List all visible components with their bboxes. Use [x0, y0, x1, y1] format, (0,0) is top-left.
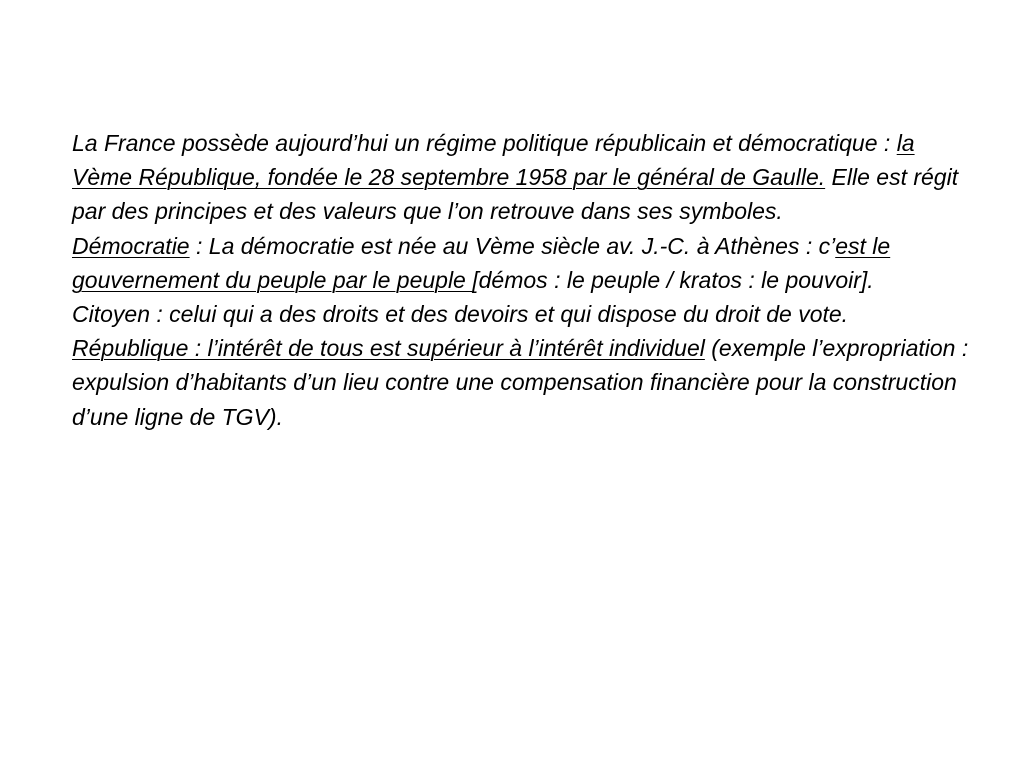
democratie-paragraph [72, 229, 972, 297]
democratie-underlined: est le gouvernement du peuple par le peuple [72, 232, 891, 293]
intro-tail: Elle est régit par des principes et des valeurs que l’on retrouve dans ses symboles. [72, 164, 959, 225]
intro-lead: La France possède aujourd’hui un régime politique républicain et démocratique : [72, 130, 897, 156]
democratie-tail: [démos : le peuple / kratos : le pouvoir]. [472, 266, 874, 293]
slide-text-block [72, 126, 972, 434]
democratie-term: Démocratie [72, 232, 190, 259]
intro-underlined: la Vème République, fondée le 28 septembre 1958 par le général de Gaulle. [72, 130, 915, 191]
republique-paragraph [72, 331, 972, 434]
republique-underlined: République : l’intérêt de tous est supérieur à l’intérêt individuel [72, 335, 705, 362]
republique-tail: (exemple l’expropriation : expulsion d’habitants d’un lieu contre une compensation financière pour la construction d’une ligne de TGV). [72, 335, 969, 430]
intro-paragraph [72, 126, 972, 229]
citoyen-text: Citoyen : celui qui a des droits et des devoirs et qui dispose du droit de vote. [72, 301, 849, 328]
citoyen-paragraph [72, 297, 972, 331]
democratie-lead: : La démocratie est née au Vème siècle av. J.-C. à Athènes : c’ [189, 232, 836, 259]
